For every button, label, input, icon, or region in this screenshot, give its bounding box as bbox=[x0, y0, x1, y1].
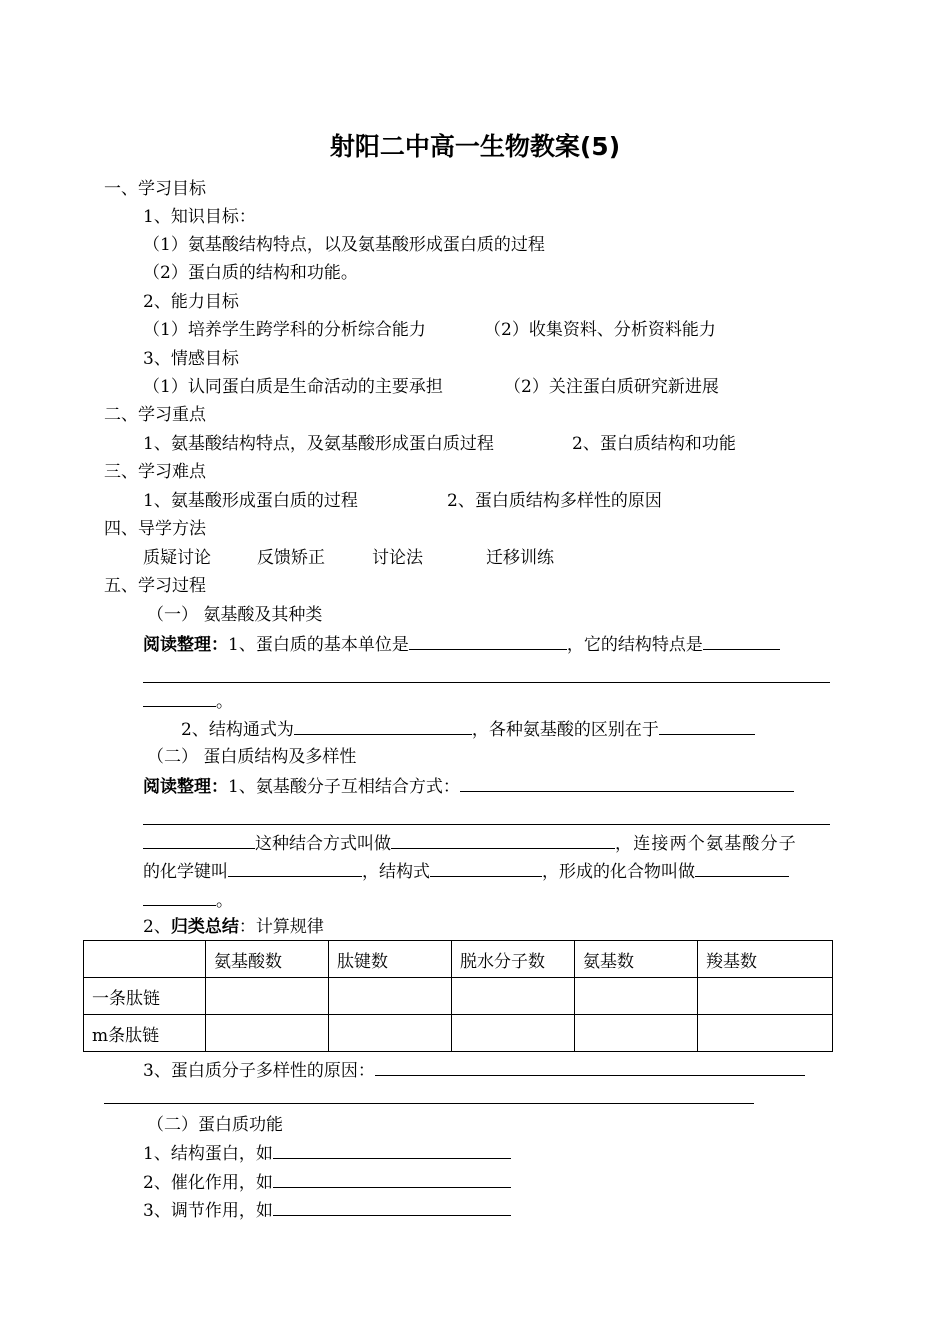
answer-line[interactable] bbox=[143, 824, 830, 825]
table-header-cell: 羧基数 bbox=[698, 941, 833, 978]
ability-objective-2: （2）收集资料、分析资料能力 bbox=[484, 320, 716, 340]
section-heading-difficulties: 三、学习难点 bbox=[104, 462, 206, 482]
answer-blank[interactable] bbox=[273, 1143, 511, 1159]
method-1: 质疑讨论 bbox=[143, 548, 211, 568]
answer-blank[interactable] bbox=[143, 691, 216, 707]
function-2: 2、催化作用，如 bbox=[143, 1172, 511, 1193]
part2-question-1-end: 。 bbox=[143, 890, 233, 911]
answer-blank[interactable] bbox=[294, 719, 472, 735]
table-row-label: 一条肽链 bbox=[84, 978, 206, 1015]
part2-question-3: 3、蛋白质分子多样性的原因： bbox=[143, 1060, 805, 1081]
page-title: 射阳二中高一生物教案(5) bbox=[329, 132, 621, 161]
answer-blank[interactable] bbox=[409, 634, 567, 650]
answer-blank[interactable] bbox=[143, 890, 216, 906]
table-cell[interactable] bbox=[575, 1015, 698, 1052]
method-3: 讨论法 bbox=[372, 548, 423, 568]
table-cell[interactable] bbox=[452, 1015, 575, 1052]
part1-heading: （一） 氨基酸及其种类 bbox=[147, 605, 323, 625]
answer-blank[interactable] bbox=[228, 861, 362, 877]
function-3: 3、调节作用，如 bbox=[143, 1200, 511, 1221]
answer-blank[interactable] bbox=[273, 1200, 511, 1216]
emotion-objective-1: （1）认同蛋白质是生命活动的主要承担 bbox=[143, 377, 443, 397]
section-heading-objectives: 一、学习目标 bbox=[104, 179, 206, 199]
method-4: 迁移训练 bbox=[486, 548, 554, 568]
table-row-label: m条肽链 bbox=[84, 1015, 206, 1052]
part1-question-1-end: 。 bbox=[143, 691, 233, 712]
table-header-cell bbox=[84, 941, 206, 978]
table-cell[interactable] bbox=[206, 1015, 329, 1052]
knowledge-objective-1: （1）氨基酸结构特点，以及氨基酸形成蛋白质的过程 bbox=[143, 235, 545, 255]
summary-heading: 2、归类总结：计算规律 bbox=[143, 917, 324, 937]
calculation-table bbox=[83, 940, 833, 1052]
table-header-cell: 氨基数 bbox=[575, 941, 698, 978]
answer-blank[interactable] bbox=[391, 833, 615, 849]
section-heading-methods: 四、导学方法 bbox=[104, 519, 206, 539]
part2-question-1-cont: 这种结合方式叫做 ，连接两个氨基酸分子 bbox=[143, 833, 797, 854]
table-header-cell: 脱水分子数 bbox=[452, 941, 575, 978]
knowledge-objective-2: （2）蛋白质的结构和功能。 bbox=[143, 263, 358, 283]
emotion-objective-heading: 3、情感目标 bbox=[143, 349, 239, 369]
key-point-2: 2、蛋白质结构和功能 bbox=[572, 434, 736, 454]
method-2: 反馈矫正 bbox=[257, 548, 325, 568]
table-row bbox=[84, 978, 833, 1015]
read-label: 阅读整理： bbox=[143, 777, 228, 797]
table-cell[interactable] bbox=[575, 978, 698, 1015]
function-1: 1、结构蛋白，如 bbox=[143, 1143, 511, 1164]
ability-objective-heading: 2、能力目标 bbox=[143, 292, 239, 312]
table-cell[interactable] bbox=[698, 1015, 833, 1052]
answer-blank[interactable] bbox=[430, 861, 542, 877]
answer-blank[interactable] bbox=[460, 776, 794, 792]
key-point-1: 1、氨基酸结构特点，及氨基酸形成蛋白质过程 bbox=[143, 434, 494, 454]
table-row bbox=[84, 1015, 833, 1052]
answer-line[interactable] bbox=[143, 682, 830, 683]
answer-blank[interactable] bbox=[273, 1172, 511, 1188]
table-cell[interactable] bbox=[452, 978, 575, 1015]
difficulty-2: 2、蛋白质结构多样性的原因 bbox=[447, 491, 662, 511]
answer-line[interactable] bbox=[104, 1103, 754, 1104]
part3-heading: （二）蛋白质功能 bbox=[147, 1115, 283, 1135]
ability-objective-1: （1）培养学生跨学科的分析综合能力 bbox=[143, 320, 426, 340]
part2-heading: （二） 蛋白质结构及多样性 bbox=[147, 747, 357, 767]
emotion-objective-2: （2）关注蛋白质研究新进展 bbox=[504, 377, 719, 397]
answer-blank[interactable] bbox=[695, 861, 789, 877]
answer-blank[interactable] bbox=[659, 719, 755, 735]
answer-blank[interactable] bbox=[703, 634, 780, 650]
table-cell[interactable] bbox=[206, 978, 329, 1015]
answer-blank[interactable] bbox=[375, 1060, 805, 1076]
read-label: 阅读整理： bbox=[143, 635, 228, 655]
table-header-row bbox=[84, 941, 833, 978]
part1-question-1: 阅读整理：1、蛋白质的基本单位是 ，它的结构特点是 bbox=[143, 634, 780, 655]
difficulty-1: 1、氨基酸形成蛋白质的过程 bbox=[143, 491, 358, 511]
answer-blank[interactable] bbox=[143, 833, 255, 849]
part1-question-2: 2、结构通式为 ，各种氨基酸的区别在于 bbox=[181, 719, 755, 740]
table-header-cell: 氨基酸数 bbox=[206, 941, 329, 978]
part2-question-1: 阅读整理：1、氨基酸分子互相结合方式： bbox=[143, 776, 794, 797]
table-cell[interactable] bbox=[329, 978, 452, 1015]
knowledge-objective-heading: 1、知识目标： bbox=[143, 207, 256, 227]
table-cell[interactable] bbox=[698, 978, 833, 1015]
table-header-cell: 肽键数 bbox=[329, 941, 452, 978]
section-heading-key-points: 二、学习重点 bbox=[104, 405, 206, 425]
part2-question-1-cont2: 的化学键叫 ，结构式 ，形成的化合物叫做 bbox=[143, 861, 789, 882]
section-heading-process: 五、学习过程 bbox=[104, 576, 206, 596]
table-cell[interactable] bbox=[329, 1015, 452, 1052]
